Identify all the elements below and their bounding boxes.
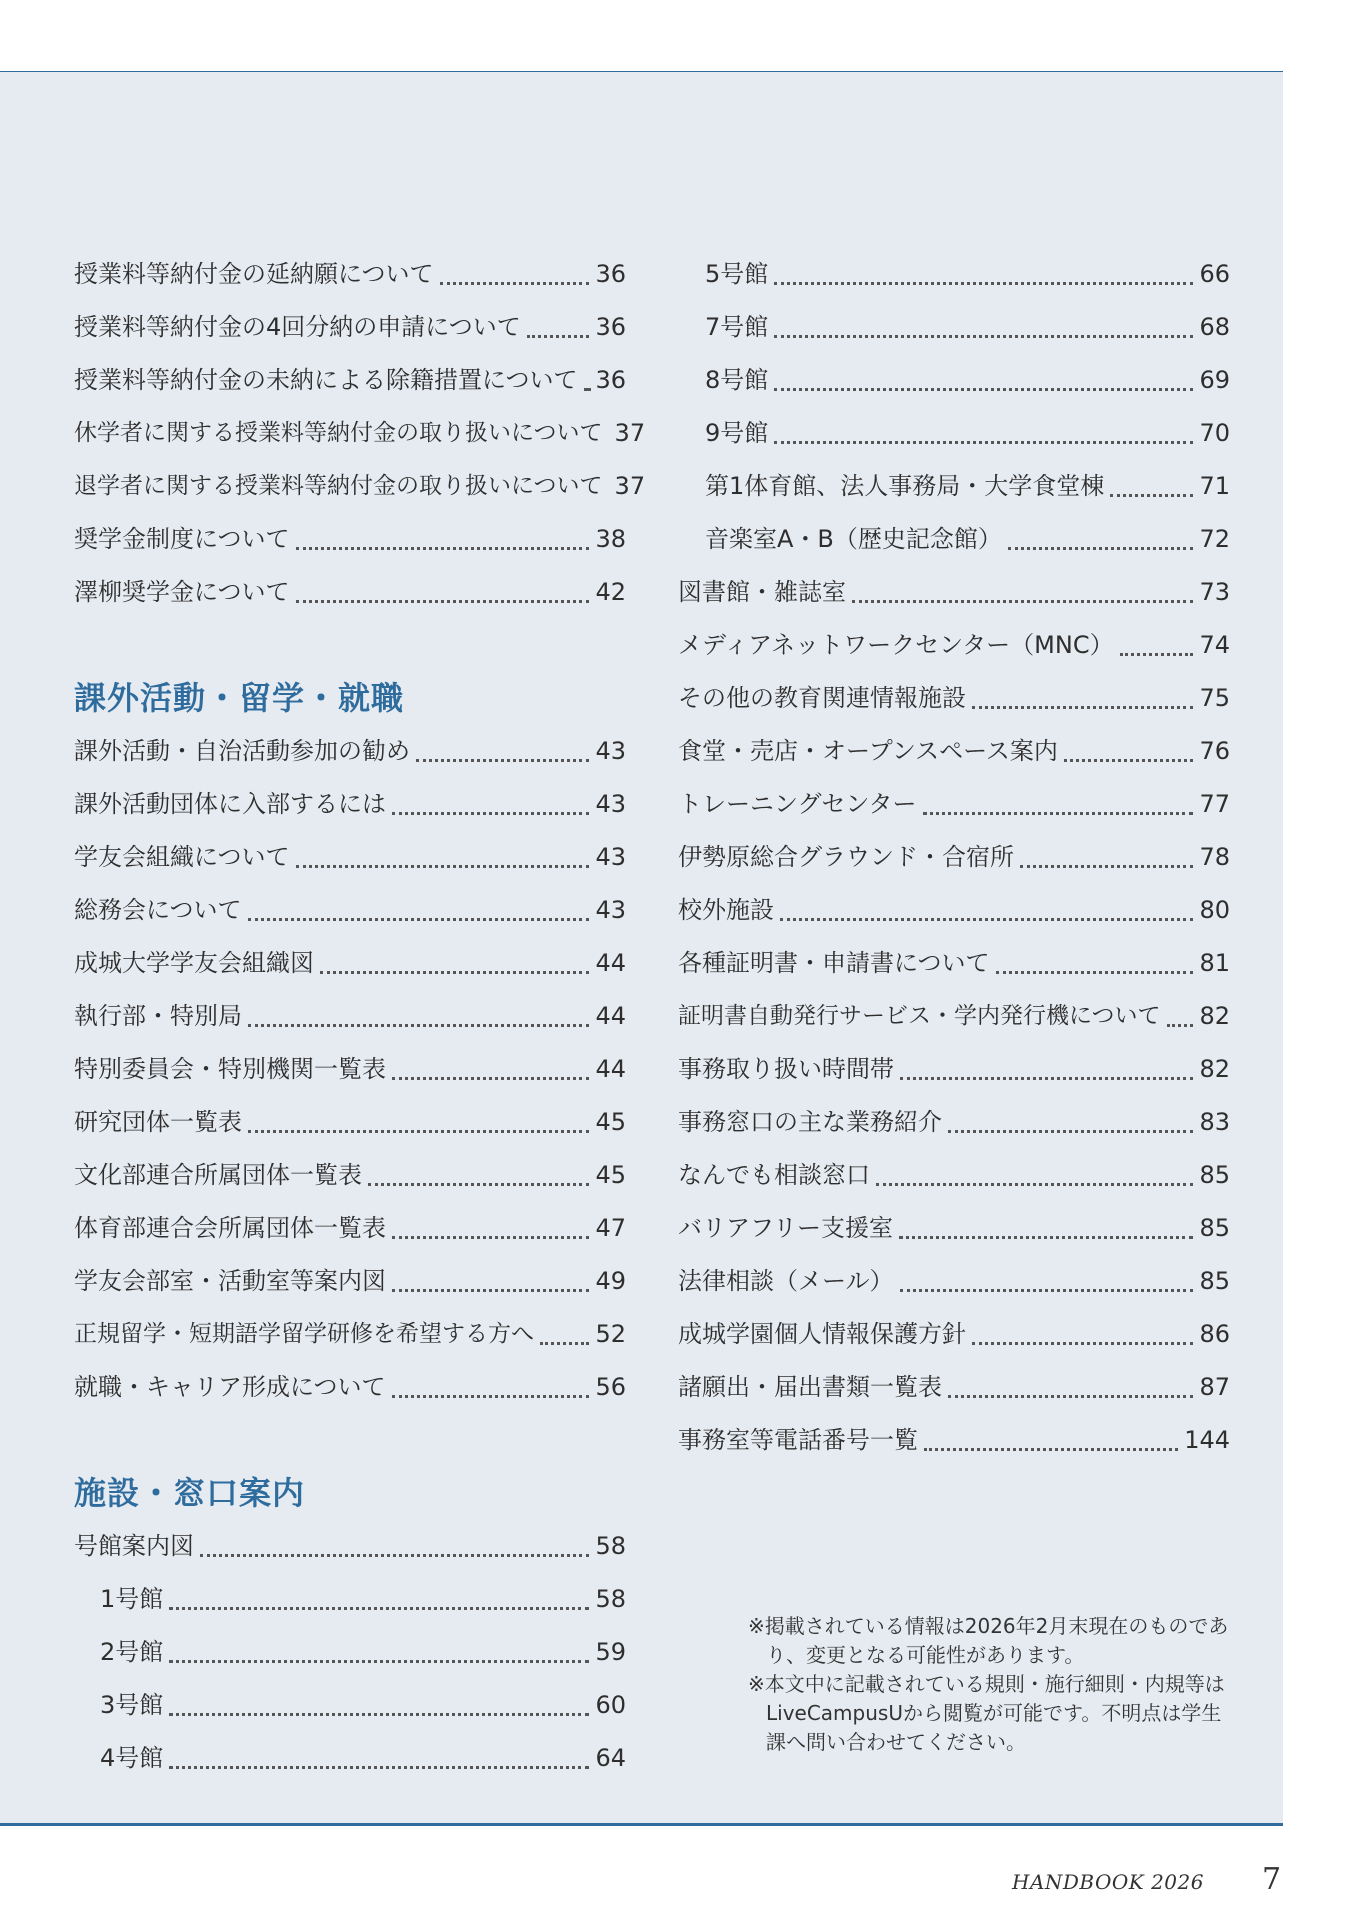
dot-leader (248, 1024, 589, 1027)
toc-entry[interactable] (678, 566, 1230, 619)
note-item: ※本文中に記載されている規則・施行細則・内規等はLiveCampusUから閲覧が可能です。不明点は学生課へ問い合わせてください。 (748, 1672, 1225, 1754)
dot-leader (584, 388, 590, 391)
toc-entry-page: 83 (1199, 1108, 1230, 1136)
toc-entry-page: 44 (595, 949, 626, 977)
dot-leader (852, 600, 1193, 603)
dot-leader (774, 441, 1193, 444)
dot-leader (527, 335, 590, 338)
toc-entry[interactable] (678, 1255, 1230, 1308)
note-item: ※掲載されている情報は2026年2月末現在のものであり、変更となる可能性があります。 (748, 1614, 1229, 1667)
toc-entry-title: 授業料等納付金の4回分納の申請について (74, 313, 521, 341)
toc-entry-title: 体育部連合会所属団体一覧表 (74, 1214, 386, 1242)
toc-entry-title: 諸願出・届出書類一覧表 (678, 1373, 942, 1401)
toc-entry[interactable] (74, 725, 626, 778)
toc-entry-title: 澤柳奨学金について (74, 578, 290, 606)
toc-entry-page: 37 (614, 419, 646, 447)
toc-entry-page: 87 (1199, 1373, 1230, 1401)
toc-entry-page: 69 (1199, 366, 1230, 394)
toc-entry[interactable] (74, 460, 646, 513)
dot-leader (1120, 653, 1194, 656)
dot-leader (320, 971, 589, 974)
toc-entry[interactable] (74, 990, 626, 1043)
toc-entry-page: 64 (595, 1744, 626, 1772)
toc-entry[interactable] (74, 778, 626, 831)
toc-entry-title: 音楽室A・B（歴史記念館） (705, 525, 1002, 553)
toc-entry-title: 2号館 (100, 1638, 164, 1666)
toc-entry-page: 71 (1199, 472, 1230, 500)
toc-entry-title: 法律相談（メール） (678, 1267, 894, 1295)
dot-leader (392, 1236, 589, 1239)
toc-entry-title: 執行部・特別局 (74, 1002, 242, 1030)
toc-entry[interactable] (74, 301, 626, 354)
toc-entry[interactable] (678, 1414, 1230, 1467)
toc-entry-page: 43 (595, 737, 626, 765)
toc-entry-page: 36 (595, 260, 626, 288)
toc-entry[interactable] (74, 1308, 626, 1361)
toc-entry-title: 号館案内図 (74, 1532, 194, 1560)
toc-entry-title: 食堂・売店・オープンスペース案内 (678, 737, 1058, 765)
toc-entry-title: 特別委員会・特別機関一覧表 (74, 1055, 386, 1083)
notes-block (748, 1612, 1238, 1757)
toc-entry-page: 49 (595, 1267, 626, 1295)
toc-entry-page: 58 (595, 1585, 626, 1613)
toc-entry-page: 44 (595, 1002, 626, 1030)
toc-entry[interactable] (678, 1096, 1230, 1149)
toc-entry-page: 85 (1199, 1214, 1230, 1242)
toc-entry-page: 43 (595, 896, 626, 924)
toc-entry[interactable] (678, 725, 1230, 778)
section-heading-activities: 課外活動・留学・就職 (74, 679, 405, 717)
toc-entry[interactable] (678, 354, 1230, 407)
toc-entry-title: 奨学金制度について (74, 525, 290, 553)
toc-entry-title: 授業料等納付金の延納願について (74, 260, 434, 288)
toc-entry-page: 66 (1199, 260, 1230, 288)
dot-leader (1008, 547, 1194, 550)
toc-entry-title: 事務室等電話番号一覧 (678, 1426, 918, 1454)
toc-entry[interactable] (74, 1626, 626, 1679)
dot-leader (1020, 865, 1193, 868)
dot-leader (899, 1236, 1193, 1239)
toc-entry-page: 80 (1199, 896, 1230, 924)
toc-entry[interactable] (678, 937, 1230, 990)
toc-entry[interactable] (74, 1202, 626, 1255)
toc-entry[interactable] (678, 301, 1230, 354)
toc-entry-title: 第1体育館、法人事務局・大学食堂棟 (705, 472, 1105, 500)
toc-entry-page: 43 (595, 843, 626, 871)
dot-leader (972, 706, 1193, 709)
dot-leader (972, 1342, 1193, 1345)
toc-entry-page: 59 (595, 1638, 626, 1666)
dot-leader (416, 759, 589, 762)
dot-leader (296, 865, 590, 868)
toc-entry-page: 60 (595, 1691, 626, 1719)
dot-leader (296, 547, 590, 550)
toc-entry[interactable] (678, 460, 1230, 513)
dot-leader (169, 1766, 589, 1769)
toc-entry[interactable] (74, 407, 646, 460)
toc-entry-page: 56 (595, 1373, 626, 1401)
toc-entry-title: その他の教育関連情報施設 (678, 684, 966, 712)
dot-leader (248, 918, 590, 921)
toc-entry-title: 伊勢原総合グラウンド・合宿所 (678, 843, 1014, 871)
toc-entry-title: 成城学園個人情報保護方針 (678, 1320, 966, 1348)
toc-entry[interactable] (74, 248, 626, 301)
dot-leader (392, 1077, 589, 1080)
toc-entry-page: 44 (595, 1055, 626, 1083)
toc-entry[interactable] (678, 831, 1230, 884)
toc-entry-page: 36 (595, 313, 626, 341)
toc-entry-page: 45 (595, 1108, 626, 1136)
dot-leader (248, 1130, 589, 1133)
toc-entry[interactable] (678, 884, 1230, 937)
dot-leader (200, 1554, 589, 1557)
toc-entry-page: 78 (1199, 843, 1230, 871)
toc-entry-title: 9号館 (705, 419, 769, 447)
toc-entry[interactable] (678, 672, 1230, 725)
page-number: 7 (1262, 1862, 1282, 1897)
toc-entry[interactable] (678, 778, 1230, 831)
toc-entry[interactable] (678, 1149, 1230, 1202)
toc-entry[interactable] (74, 1520, 626, 1573)
toc-entry-title: 課外活動団体に入部するには (74, 790, 386, 818)
toc-entry-title: トレーニングセンター (678, 790, 917, 818)
dot-leader (296, 600, 590, 603)
toc-entry[interactable] (74, 937, 626, 990)
toc-entry-page: 45 (595, 1161, 626, 1189)
dot-leader (996, 971, 1194, 974)
toc-entry[interactable] (74, 1679, 626, 1732)
toc-entry-page: 75 (1199, 684, 1230, 712)
toc-entry[interactable] (74, 1361, 626, 1414)
toc-right-column (678, 248, 1230, 1467)
dot-leader (900, 1289, 1194, 1292)
toc-entry-title: 校外施設 (678, 896, 774, 924)
toc-entry-page: 81 (1199, 949, 1230, 977)
toc-entry-page: 70 (1199, 419, 1230, 447)
toc-entry[interactable] (678, 1361, 1230, 1414)
toc-entry-title: 7号館 (705, 313, 769, 341)
toc-entry[interactable] (678, 407, 1230, 460)
toc-entry-page: 76 (1199, 737, 1230, 765)
toc-entry[interactable] (74, 1573, 626, 1626)
toc-entry[interactable] (74, 1149, 626, 1202)
toc-entry-title: 各種証明書・申請書について (678, 949, 990, 977)
dot-leader (540, 1342, 589, 1345)
toc-entry-page: 82 (1199, 1055, 1230, 1083)
toc-entry-title: メディアネットワークセンター（MNC） (678, 631, 1114, 659)
dot-leader (948, 1130, 1193, 1133)
toc-entry-title: 授業料等納付金の未納による除籍措置について (74, 366, 578, 394)
toc-entry-page: 42 (595, 578, 626, 606)
toc-entry-title: 休学者に関する授業料等納付金の取り扱いについて (74, 420, 603, 446)
dot-leader (440, 282, 590, 285)
toc-entry[interactable] (678, 1202, 1230, 1255)
toc-entry-page: 85 (1199, 1161, 1230, 1189)
toc-entry-title: 学友会組織について (74, 843, 290, 871)
toc-entry[interactable] (74, 1043, 626, 1096)
dot-leader (774, 282, 1193, 285)
toc-entry[interactable] (678, 1043, 1230, 1096)
toc-entry-title: 事務窓口の主な業務紹介 (678, 1108, 942, 1136)
toc-entry-title: 課外活動・自治活動参加の勧め (74, 737, 410, 765)
toc-entry-page: 77 (1199, 790, 1230, 818)
toc-entry[interactable] (74, 513, 626, 566)
toc-left-column (74, 248, 646, 1785)
toc-entry-page: 72 (1199, 525, 1230, 553)
toc-entry-title: 成城大学学友会組織図 (74, 949, 314, 977)
toc-entry[interactable] (74, 1732, 626, 1785)
footer-brand: HANDBOOK 2026 (1012, 1870, 1204, 1894)
toc-entry-title: 総務会について (74, 896, 242, 924)
toc-entry[interactable] (74, 566, 626, 619)
toc-entry-page: 74 (1199, 631, 1230, 659)
toc-entry-page: 58 (595, 1532, 626, 1560)
toc-entry[interactable] (678, 619, 1230, 672)
toc-entry-title: 証明書自動発行サービス・学内発行機について (678, 1003, 1161, 1029)
toc-entry-title: 8号館 (705, 366, 769, 394)
toc-entry-title: 3号館 (100, 1691, 164, 1719)
toc-entry-title: バリアフリー支援室 (678, 1214, 894, 1242)
dot-leader (392, 1395, 590, 1398)
toc-entry-title: 研究団体一覧表 (74, 1108, 242, 1136)
toc-entry-page: 85 (1199, 1267, 1230, 1295)
dot-leader (169, 1713, 589, 1716)
toc-entry[interactable] (678, 1308, 1230, 1361)
dot-leader (924, 1448, 1178, 1451)
dot-leader (368, 1183, 589, 1186)
toc-entry[interactable] (678, 248, 1230, 301)
toc-entry[interactable] (678, 990, 1230, 1043)
dot-leader (169, 1607, 589, 1610)
toc-entry-title: 就職・キャリア形成について (74, 1373, 386, 1401)
toc-entry-page: 144 (1184, 1426, 1230, 1454)
dot-leader (392, 1289, 589, 1292)
toc-entry-title: なんでも相談窓口 (678, 1161, 870, 1189)
dot-leader (923, 812, 1194, 815)
dot-leader (169, 1660, 589, 1663)
bottom-rule (0, 1823, 1283, 1826)
dot-leader (774, 388, 1193, 391)
dot-leader (774, 335, 1193, 338)
dot-leader (392, 812, 589, 815)
toc-entry-page: 73 (1199, 578, 1230, 606)
toc-entry[interactable] (74, 354, 626, 407)
toc-entry-title: 文化部連合所属団体一覧表 (74, 1161, 362, 1189)
toc-entry[interactable] (74, 884, 626, 937)
toc-entry-page: 43 (595, 790, 626, 818)
toc-entry-title: 事務取り扱い時間帯 (678, 1055, 894, 1083)
dot-leader (1064, 759, 1194, 762)
toc-entry-title: 5号館 (705, 260, 769, 288)
toc-entry-title: 正規留学・短期語学留学研修を希望する方へ (74, 1321, 534, 1347)
dot-leader (1110, 494, 1193, 497)
toc-entry-title: 4号館 (100, 1744, 164, 1772)
toc-entry-title: 学友会部室・活動室等案内図 (74, 1267, 386, 1295)
toc-entry[interactable] (74, 831, 626, 884)
toc-entry-title: 1号館 (100, 1585, 164, 1613)
toc-entry[interactable] (74, 1255, 626, 1308)
dot-leader (876, 1183, 1193, 1186)
toc-entry-page: 38 (595, 525, 626, 553)
toc-entry[interactable] (678, 513, 1230, 566)
toc-entry-page: 47 (595, 1214, 626, 1242)
dot-leader (948, 1395, 1193, 1398)
toc-entry-title: 退学者に関する授業料等納付金の取り扱いについて (74, 473, 603, 499)
dot-leader (780, 918, 1193, 921)
section-heading-facilities: 施設・窓口案内 (74, 1474, 306, 1512)
toc-entry[interactable] (74, 1096, 626, 1149)
toc-entry-title: 図書館・雑誌室 (678, 578, 846, 606)
dot-leader (900, 1077, 1193, 1080)
toc-entry-page: 68 (1199, 313, 1230, 341)
toc-entry-page: 52 (595, 1320, 626, 1348)
dot-leader (1167, 1024, 1194, 1027)
toc-entry-page: 82 (1199, 1002, 1230, 1030)
toc-entry-page: 86 (1199, 1320, 1230, 1348)
toc-entry-page: 36 (595, 366, 626, 394)
toc-entry-page: 37 (614, 472, 646, 500)
